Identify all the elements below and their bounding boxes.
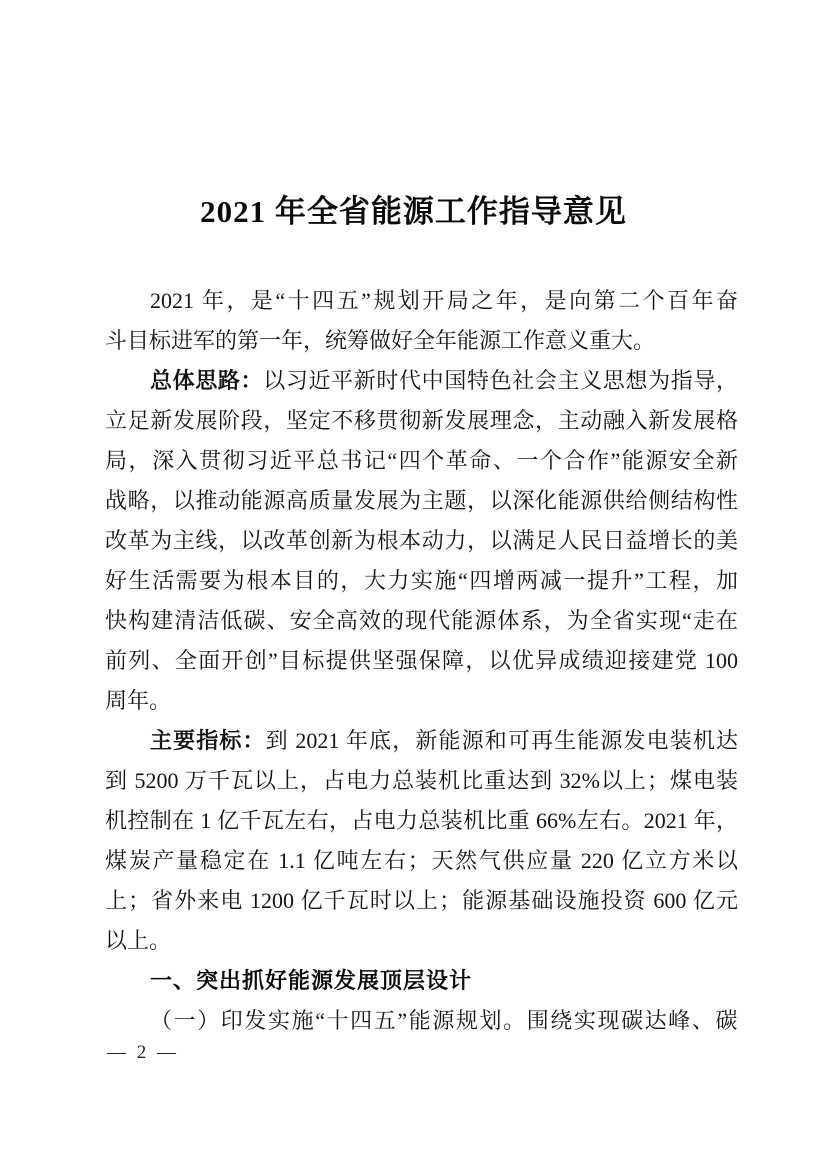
body-line bbox=[105, 681, 738, 721]
section-heading-text: 一、突出抓好能源发展顶层设计 bbox=[150, 968, 473, 993]
body-line bbox=[105, 841, 738, 881]
body-line bbox=[105, 561, 738, 601]
document-title: 2021 年全省能源工作指导意见 bbox=[200, 194, 627, 229]
body-line bbox=[105, 1001, 738, 1041]
body-line-text: 机控制在 1 亿千瓦左右，占电力总装机比重 66%左右。2021 年， bbox=[105, 808, 738, 833]
body-line bbox=[105, 801, 738, 841]
body-line-text: （一）印发实施“十四五”能源规划。围绕实现碳达峰、碳 bbox=[150, 1008, 738, 1033]
body-line-text: 斗目标进军的第一年，统筹做好全年能源工作意义重大。 bbox=[105, 328, 656, 353]
body-line-text: 前列、全面开创”目标提供坚强保障，以优异成绩迎接建党 100 bbox=[105, 648, 738, 673]
body-line bbox=[105, 761, 738, 801]
body-line-text: 好生活需要为根本目的，大力实施“四增两减一提升”工程，加 bbox=[105, 568, 738, 593]
body-line-text: 立足新发展阶段，坚定不移贯彻新发展理念，主动融入新发展格 bbox=[105, 408, 738, 433]
body-line bbox=[105, 641, 738, 681]
body-line bbox=[105, 521, 738, 561]
body-line-text: 周年。 bbox=[105, 688, 172, 713]
body-line bbox=[105, 921, 738, 961]
body-line-text: 改革为主线，以改革创新为根本动力，以满足人民日益增长的美 bbox=[105, 528, 738, 553]
body-line-text: 2021 年，是“十四五”规划开局之年，是向第二个百年奋 bbox=[150, 288, 738, 313]
section-heading bbox=[105, 961, 738, 1001]
body-line bbox=[105, 361, 738, 401]
body-line-text: 局，深入贯彻习近平总书记“四个革命、一个合作”能源安全新 bbox=[105, 448, 739, 473]
body-line bbox=[105, 481, 738, 521]
body-line-text: 煤炭产量稳定在 1.1 亿吨左右；天然气供应量 220 亿立方米以 bbox=[105, 848, 738, 873]
body-line bbox=[105, 881, 738, 921]
body-line-text: 到 5200 万千瓦以上，占电力总装机比重达到 32%以上；煤电装 bbox=[105, 768, 738, 793]
body-line bbox=[105, 281, 738, 321]
body-line bbox=[105, 721, 738, 761]
body-line bbox=[105, 321, 738, 361]
paragraph-label: 总体思路： bbox=[150, 368, 264, 393]
body-line-text: 到 2021 年底，新能源和可再生能源发电装机达 bbox=[265, 728, 738, 753]
document-body bbox=[105, 281, 738, 1041]
body-line-text: 以上。 bbox=[105, 928, 172, 953]
body-line-text: 以习近平新时代中国特色社会主义思想为指导， bbox=[263, 368, 738, 393]
paragraph-label: 主要指标： bbox=[150, 728, 266, 753]
page-number: — 2 — bbox=[107, 1042, 179, 1063]
body-line bbox=[105, 441, 738, 481]
body-line-text: 快构建清洁低碳、安全高效的现代能源体系，为全省实现“走在 bbox=[105, 608, 738, 633]
body-line bbox=[105, 401, 738, 441]
body-line-text: 战略，以推动能源高质量发展为主题，以深化能源供给侧结构性 bbox=[105, 488, 738, 513]
body-line bbox=[105, 601, 738, 641]
body-line-text: 上；省外来电 1200 亿千瓦时以上；能源基础设施投资 600 亿元 bbox=[105, 888, 738, 913]
